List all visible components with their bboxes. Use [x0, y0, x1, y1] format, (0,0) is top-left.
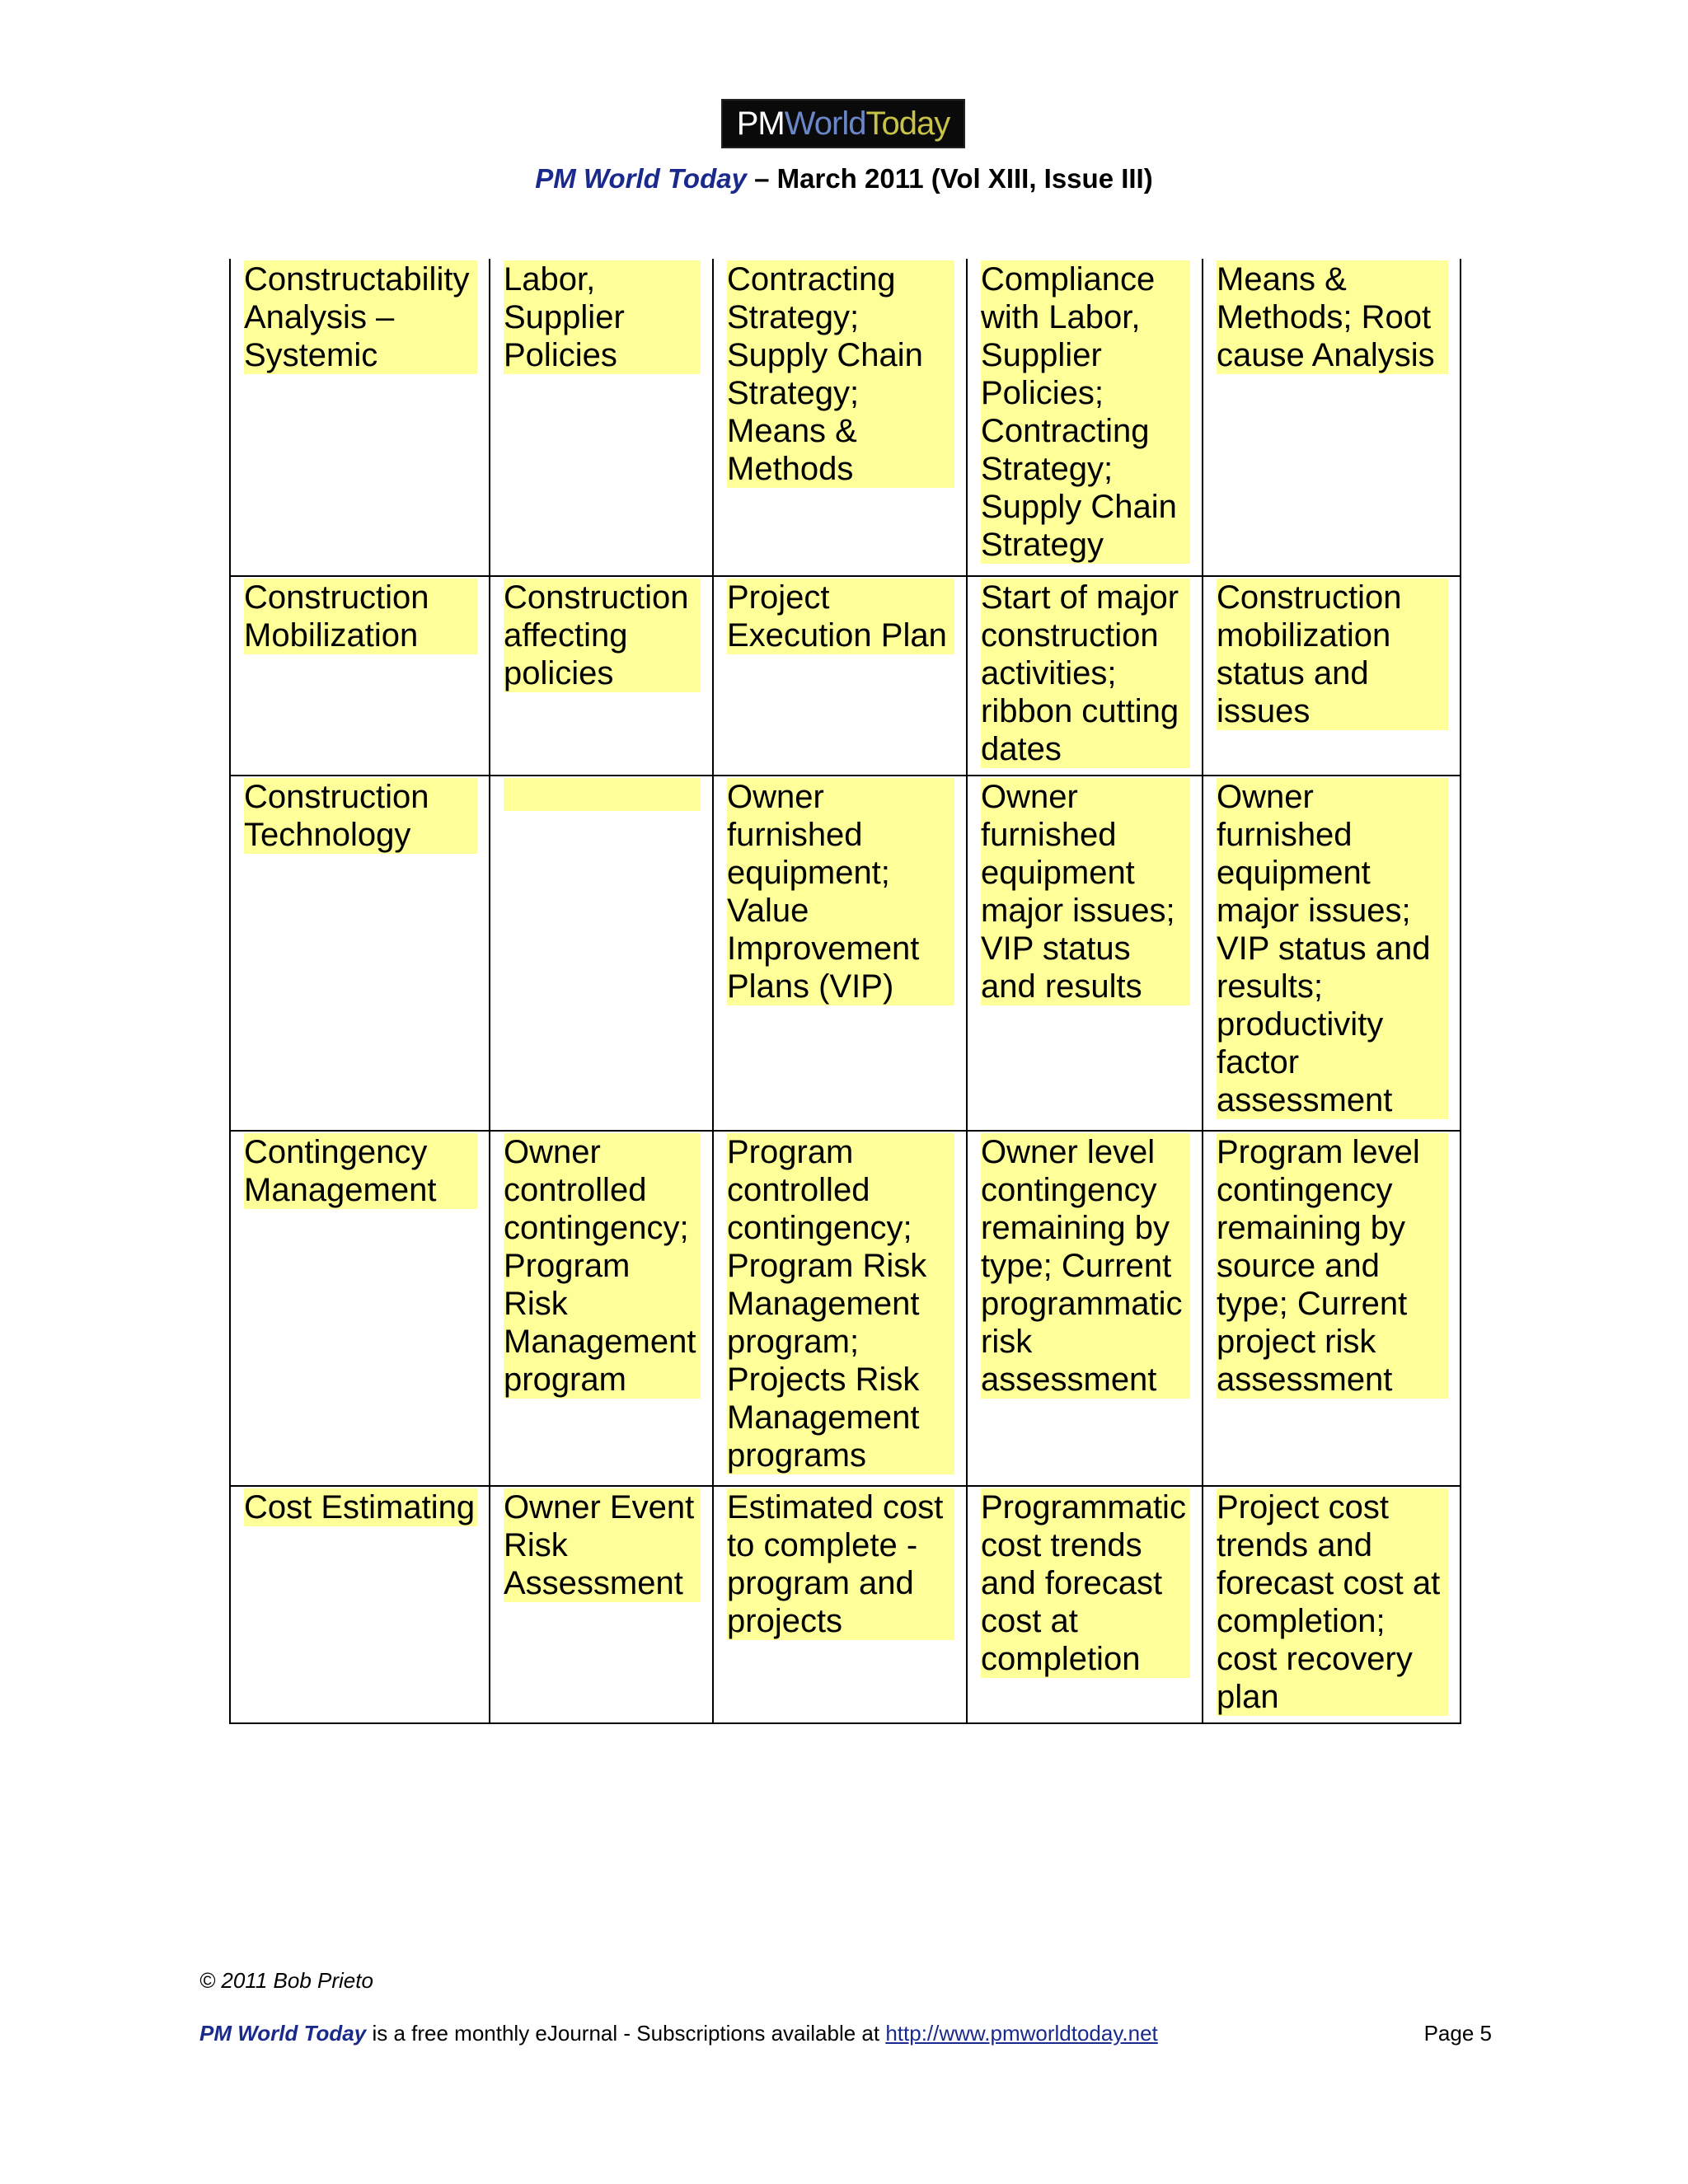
- table-cell: [967, 1131, 1203, 1486]
- header-issue: – March 2011 (Vol XIII, Issue III): [746, 163, 1153, 194]
- copyright-notice: © 2011 Bob Prieto: [199, 1968, 373, 1993]
- journal-logo: [721, 99, 965, 148]
- table-cell: [1203, 776, 1461, 1131]
- page-number: Page 5: [1423, 2021, 1492, 2046]
- table-cell: [490, 1131, 713, 1486]
- cell-text: Owner furnished equipment; Value Improvement Plans (VIP): [727, 778, 954, 1005]
- cell-text: Construction mobilization status and issues: [1217, 579, 1448, 730]
- cell-text: Programmatic cost trends and forecast cost at completion: [981, 1488, 1190, 1678]
- table-cell: [230, 259, 490, 576]
- table-row: [230, 776, 1461, 1131]
- table-row: [230, 1486, 1461, 1723]
- cell-text: Contracting Strategy; Supply Chain Strategy; Means & Methods: [727, 260, 954, 488]
- cell-text: Means & Methods; Root cause Analysis: [1217, 260, 1448, 374]
- logo-text-today: Today: [865, 105, 950, 142]
- table-cell: [230, 776, 490, 1131]
- header-journal-name: PM World Today: [535, 163, 747, 194]
- cell-text: Compliance with Labor, Supplier Policies; Contracting Strategy; Supply Chain Strategy: [981, 260, 1190, 564]
- table-cell: [967, 259, 1203, 576]
- table-cell: [490, 1486, 713, 1723]
- cell-text: Program level contingency remaining by source and type; Current project risk assessment: [1217, 1133, 1448, 1399]
- footer-journal-name: PM World Today: [199, 2021, 367, 2046]
- table-cell: [713, 576, 967, 776]
- footer-text: is a free monthly eJournal - Subscriptions available at: [366, 2021, 886, 2046]
- cell-text: Construction Technology: [244, 778, 477, 854]
- cell-text: [504, 778, 701, 811]
- cell-text: Labor, Supplier Policies: [504, 260, 701, 374]
- table-cell: [713, 776, 967, 1131]
- table-cell: [713, 1131, 967, 1486]
- cell-text: Program controlled contingency; Program Risk Management program; Projects Risk Management programs: [727, 1133, 954, 1474]
- cell-text: Constructability Analysis – Systemic: [244, 260, 477, 374]
- cell-text: Owner furnished equipment major issues; VIP status and results; productivity factor assessment: [1217, 778, 1448, 1119]
- cell-text: Project cost trends and forecast cost at completion; cost recovery plan: [1217, 1488, 1448, 1716]
- table-cell: [490, 259, 713, 576]
- cell-text: Owner controlled contingency; Program Risk Management program: [504, 1133, 701, 1399]
- cell-text: Start of major construction activities; ribbon cutting dates: [981, 579, 1190, 768]
- logo-text-pm: PM: [736, 105, 785, 142]
- cell-text: Construction affecting policies: [504, 579, 701, 692]
- table-cell: [713, 259, 967, 576]
- table-cell: [1203, 1486, 1461, 1723]
- cell-text: Project Execution Plan: [727, 579, 954, 654]
- table-cell: [490, 576, 713, 776]
- cell-text: Estimated cost to complete - program and projects: [727, 1488, 954, 1640]
- table-cell: [967, 576, 1203, 776]
- table-cell: [967, 1486, 1203, 1723]
- page-footer: [199, 2021, 1492, 2046]
- subscription-link[interactable]: http://www.pmworldtoday.net: [885, 2021, 1158, 2046]
- page-header: [0, 163, 1688, 194]
- cell-text: Contingency Management: [244, 1133, 477, 1209]
- table-cell: [1203, 1131, 1461, 1486]
- table-cell: [490, 776, 713, 1131]
- logo-text-world: World: [784, 105, 866, 142]
- table-cell: [967, 776, 1203, 1131]
- cell-text: Owner furnished equipment major issues; VIP status and results: [981, 778, 1190, 1005]
- table-cell: [1203, 259, 1461, 576]
- table-row: [230, 576, 1461, 776]
- table-row: [230, 259, 1461, 576]
- cell-text: Owner Event Risk Assessment: [504, 1488, 701, 1602]
- table-cell: [230, 1131, 490, 1486]
- table-cell: [1203, 576, 1461, 776]
- cell-text: Cost Estimating: [244, 1488, 477, 1526]
- table-cell: [230, 576, 490, 776]
- cell-text: Owner level contingency remaining by type; Current programmatic risk assessment: [981, 1133, 1190, 1399]
- cell-text: Construction Mobilization: [244, 579, 477, 654]
- table-cell: [230, 1486, 490, 1723]
- requirements-table: [229, 259, 1461, 1724]
- table-cell: [713, 1486, 967, 1723]
- table-row: [230, 1131, 1461, 1486]
